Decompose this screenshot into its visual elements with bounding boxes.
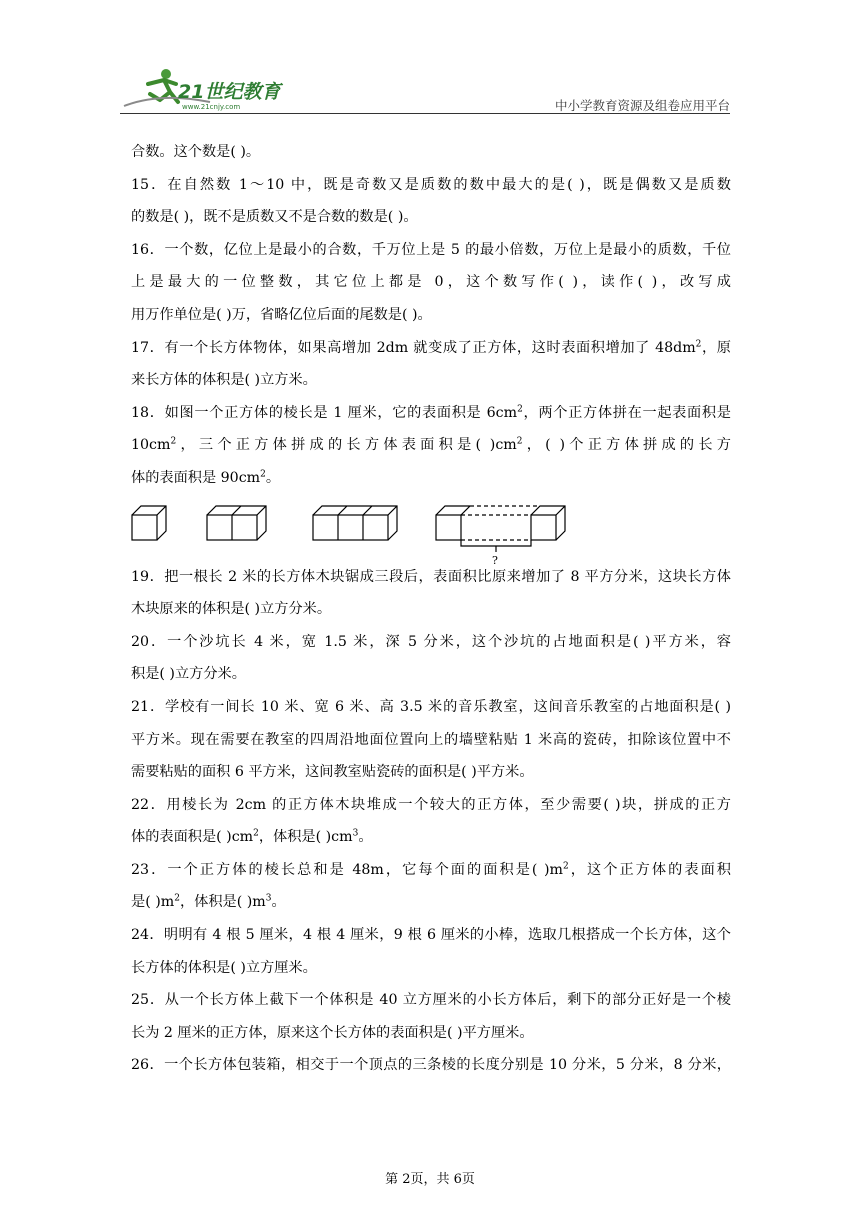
question-22-line-1: 22．用棱长为 2cm 的正方体木块堆成一个较大的正方体，至少需要( )块，拼成的正方 <box>131 796 731 813</box>
superscript: 3 <box>352 828 359 839</box>
superscript: 2 <box>563 861 569 872</box>
text-span: 。 <box>358 829 373 846</box>
question-21-line-1: 21．学校有一间长 10 米、宽 6 米、高 3.5 米的音乐教室，这间音乐教室的占地面积是( ) <box>131 698 731 715</box>
question-25-line-1: 25．从一个长方体上截下一个体积是 40 立方厘米的小长方体后，剩下的部分正好是一个棱 <box>131 992 731 1009</box>
text-span: ，三个正方体拼成的长方体表面积是( )cm <box>176 437 517 454</box>
question-16-line-1: 16．一个数，亿位上是最小的合数，千万位上是 5 的最小倍数，万位上是最小的质数，千位 <box>131 241 731 258</box>
question-22-line-2 <box>131 826 731 859</box>
text-span: 体的表面积是( )cm <box>131 829 254 846</box>
question-24-line-1: 24．明明有 4 根 5 厘米，4 根 4 厘米，9 根 6 厘米的小棒，选取几根搭成一个长方体，这个 <box>131 927 731 944</box>
text-span: 23．一个正方体的棱长总和是 48m，它每个面的面积是( )m <box>131 861 563 878</box>
question-16-line-2: 上是最大的一位整数，其它位上都是 0，这个数写作( )，读作( )，改写成 <box>131 274 731 291</box>
question-18-line-1 <box>131 402 731 435</box>
cube-diagram <box>131 500 731 566</box>
text-span: ，两个正方体拼在一起表面积是 <box>522 404 731 421</box>
question-15-line-1: 15．在自然数 1～10 中，既是奇数又是质数的数中最大的是( )，既是偶数又是质数 <box>131 176 731 193</box>
question-20-line-2: 积是( )立方分米。 <box>131 666 246 683</box>
text-span: 。 <box>271 894 286 911</box>
question-21-line-2: 平方米。现在需要在教室的四周沿地面位置向上的墙壁粘贴 1 米高的瓷砖，扣除该位置中不 <box>131 731 731 748</box>
question-25-line-2: 长为 2 厘米的正方体，原来这个长方体的表面积是( )平方厘米。 <box>131 1024 534 1041</box>
cube-row-dashed <box>436 506 565 552</box>
text-span: 是( )m <box>131 894 175 911</box>
question-16-line-3: 用万作单位是( )万，省略亿位后面的尾数是( )。 <box>131 306 432 323</box>
question-content <box>131 141 731 1087</box>
superscript: 2 <box>170 436 177 447</box>
superscript: 2 <box>695 338 702 349</box>
superscript: 2 <box>253 828 259 839</box>
question-23-line-1 <box>131 859 731 892</box>
text-span: 体的表面积是 90cm <box>131 469 261 486</box>
header-rule <box>120 113 730 114</box>
question-17-line-2: 来长方体的体积是( )立方米。 <box>131 372 317 389</box>
superscript: 3 <box>265 893 272 904</box>
text-span: ，原 <box>701 339 731 356</box>
question-18-line-2 <box>131 434 731 467</box>
superscript: 2 <box>516 436 523 447</box>
logo-text: 21世纪教育 <box>178 81 281 103</box>
page-footer: 第 2页，共 6页 <box>385 1172 475 1187</box>
question-18-line-3 <box>131 467 731 500</box>
question-mark: ? <box>492 553 498 566</box>
text-span: 10cm <box>131 437 171 454</box>
text-span: ，( )个正方体拼成的长方 <box>522 437 731 454</box>
question-21-line-3: 需要粘贴的面积 6 平方米，这间教室贴瓷砖的面积是( )平方米。 <box>131 764 534 781</box>
superscript: 2 <box>517 404 523 415</box>
text-span: ，这个正方体的表面积 <box>568 861 731 878</box>
cube-triple <box>313 506 397 540</box>
question-19-line-2: 木块原来的体积是( )立方分米。 <box>131 601 332 618</box>
superscript: 2 <box>260 469 266 480</box>
question-26-line-1: 26．一个长方体包装箱，相交于一个顶点的三条棱的长度分别是 10 分米，5 分米，8 分米， <box>131 1057 731 1074</box>
superscript: 2 <box>174 893 180 904</box>
logo-url: www.21cnjy.com <box>182 103 241 111</box>
platform-name: 中小学教育资源及组卷应用平台 <box>554 98 730 113</box>
logo-21cnjy <box>120 62 300 112</box>
text-span: 18．如图一个正方体的棱长是 1 厘米，它的表面积是 6cm <box>131 404 518 421</box>
cube-figure <box>131 500 731 566</box>
question-17-line-1 <box>131 337 731 370</box>
text-span: 。 <box>265 469 281 486</box>
question-19-line-1: 19．把一根长 2 米的长方体木块锯成三段后，表面积比原来增加了 8 平方分米，这块长方体 <box>131 568 731 585</box>
page-header <box>120 62 730 114</box>
question-15-line-2: 的数是( )，既不是质数又不是合数的数是( )。 <box>131 209 418 226</box>
cube-pair <box>207 506 266 540</box>
question-23-line-2 <box>131 891 731 924</box>
text-span: 17．有一个长方体物体，如果高增加 2dm 就变成了正方体，这时表面积增加了 48dm <box>131 339 696 356</box>
question-20-line-1: 20．一个沙坑长 4 米，宽 1.5 米，深 5 分米，这个沙坑的占地面积是( )平方米，容 <box>131 633 731 650</box>
question-24-line-2: 长方体的体积是( )立方厘米。 <box>131 959 317 976</box>
cube-single <box>132 506 166 540</box>
text-line: 合数。这个数是( )。 <box>131 144 261 160</box>
text-span: ，体积是( )cm <box>258 829 353 846</box>
text-span: ，体积是( )m <box>179 894 266 911</box>
